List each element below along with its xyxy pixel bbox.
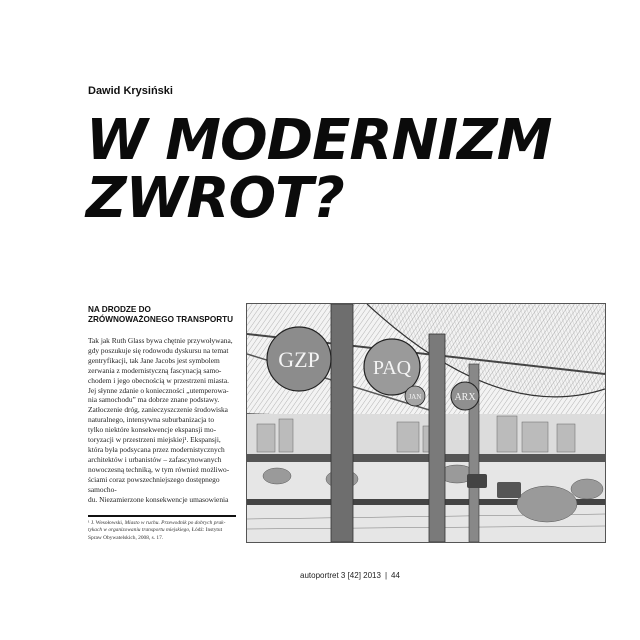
body-line: du. Niezamierzone konsekwencje umasowienia — [88, 494, 229, 504]
body-line: chodem i jego obecnością w przestrzeni miasta. — [88, 375, 229, 385]
body-line: naturalnego, intensywna suburbanizacja to — [88, 415, 215, 425]
image-credit: ARCHIWUM AUTORA — [599, 305, 604, 353]
author-name: Dawid Krysiński — [88, 85, 173, 97]
illustration-drawing — [247, 304, 605, 542]
platform-upper — [247, 454, 605, 462]
sign-arx — [451, 382, 479, 410]
footnote-title: Miasto w ruchu. Przewodnik po dobrych prak-tykach w organizowaniu transportu miejskiego, — [88, 520, 226, 534]
article-title — [86, 108, 606, 231]
sign-label: ARX — [454, 392, 476, 403]
folio — [300, 571, 400, 580]
body-line: gentryfikacji, tak Jane Jacobs jest symbolem — [88, 355, 220, 365]
illustration — [246, 303, 606, 543]
body-line: architektów i urbanistów – zafascynowanych — [88, 454, 222, 464]
title-line-1: W MODERNIZM — [86, 108, 552, 173]
body-line: toryzacji w przestrzeni miejskiej¹. Ekspansji, — [88, 435, 221, 445]
body-line: Zatłoczenie dróg, zanieczyszczenie środowiska — [88, 405, 228, 415]
body-line: tylko niektóre konsekwencje ekspansji mo- — [88, 425, 217, 435]
monorail-car — [467, 474, 487, 488]
folio-page: 44 — [391, 571, 400, 580]
body-line: która była podsycana przez modernistycznych — [88, 444, 225, 454]
sign-label: PAQ — [372, 357, 412, 379]
footnote-author: J. Wesołowski, — [90, 520, 124, 526]
section-heading: NA DRODZE DO ZRÓWNOWAŻONEGO TRANSPORTU — [88, 305, 234, 324]
footnote-marker: ¹ — [88, 520, 90, 526]
footnote-rest: Łódź: Instytut Spraw Obywatelskich, 2008, s. 17. — [88, 527, 223, 541]
body-line: nowoczesną techniką, w tym również możliwo- — [88, 464, 230, 474]
sign-jan — [405, 386, 425, 406]
monorail-car — [497, 482, 521, 498]
footnote-rule — [88, 515, 236, 517]
title-line-2: ZWROT? — [86, 166, 344, 231]
folio-separator: | — [384, 571, 388, 580]
body-line: zerwania z modernistyczną fascynacją samo- — [88, 365, 222, 375]
sign-label: GZP — [278, 347, 320, 372]
sign-label: JAN — [408, 393, 422, 401]
column — [429, 334, 445, 542]
body-line: Tak jak Ruth Glass bywa chętnie przywoływana, — [88, 336, 233, 345]
footnote — [88, 520, 236, 542]
body-line: Jej słynne zdanie o konieczności „utemperowa- — [88, 385, 229, 395]
body-text — [88, 336, 238, 504]
body-line: nia samochodu” ma dobrze znane podstawy. — [88, 395, 220, 405]
column — [331, 304, 353, 542]
body-line: ściami coraz powszechniejszego dostępnego samocho- — [88, 474, 220, 494]
folio-magazine: autoportret 3 [42] 2013 — [300, 571, 381, 580]
sign-gzp — [267, 327, 331, 391]
body-line: gdy poszukuje się rodowodu dyskursu na temat — [88, 345, 229, 355]
